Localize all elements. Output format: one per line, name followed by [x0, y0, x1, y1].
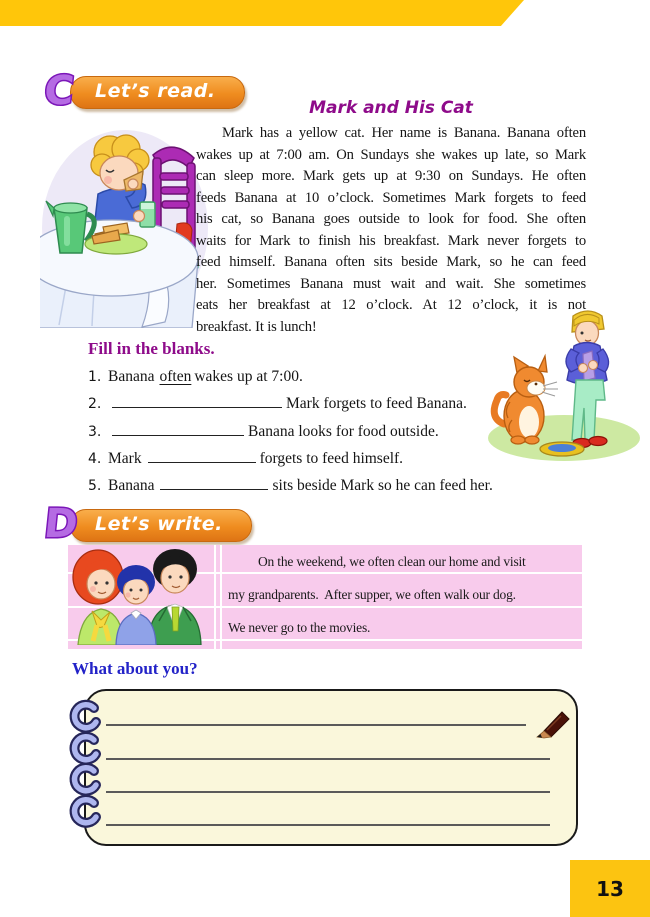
notebook-writing-area: [84, 689, 578, 846]
fill-in-the-blanks-heading: Fill in the blanks.: [88, 339, 215, 358]
spiral-ring-icon: [67, 793, 105, 836]
svg-text:D: D: [44, 501, 80, 547]
fill-item-4: 4. Mark forgets to feed himself.: [88, 445, 578, 472]
writing-line: [106, 724, 526, 726]
item-number: 3.: [88, 423, 102, 440]
mark-eating-breakfast-illustration: [40, 110, 208, 333]
fill-item-3: 3. Banana looks for food outside.: [88, 418, 578, 445]
answer-blank: [160, 475, 268, 490]
passage-line: his cat, so Banana goes outside to look for food. She often: [196, 211, 586, 227]
what-about-you-prompt: What about you?: [72, 659, 198, 678]
family-illustration: [70, 547, 210, 650]
section-letter-d: [44, 499, 84, 552]
top-accent-bar: [0, 0, 524, 26]
passage-line: Mark has a yellow cat. Her name is Banana. Banana often: [222, 125, 586, 141]
lets-read-label: Let’s read.: [70, 76, 245, 109]
example-line: my grandparents. After supper, we often walk our dog.: [228, 587, 516, 602]
example-writing-panel: [68, 545, 582, 649]
passage-line: eats her breakfast at 12 o’clock. At 12 o’clock, it is not: [196, 297, 586, 313]
writing-line: [106, 824, 550, 826]
passage-line: wakes up at 7:00 am. On Sundays she wakes up late, so Mark: [196, 146, 586, 163]
passage-line: breakfast. It is lunch!: [196, 318, 317, 335]
writing-line: [106, 758, 550, 760]
page-number: 13: [570, 860, 650, 917]
writing-line: [106, 791, 550, 793]
lets-write-label: Let’s write.: [70, 509, 252, 542]
fill-item-2: 2. Mark forgets to feed Banana.: [88, 390, 578, 417]
boy-and-cat-illustration: [486, 302, 642, 469]
example-line: We never go to the movies.: [228, 620, 371, 635]
answer-blank: [148, 448, 256, 463]
divider-line: [220, 545, 222, 649]
answer-blank: [112, 393, 282, 408]
divider-line: [214, 545, 216, 649]
fill-item-1: 1. Banana often wakes up at 7:00.: [88, 363, 578, 390]
item-number: 1.: [88, 369, 102, 385]
section-letter-c: [44, 66, 84, 119]
example-line: On the weekend, we often clean our home and visit: [258, 554, 526, 569]
underlined-answer: often: [159, 368, 192, 385]
passage-line: feed himself. Banana often sits beside Mark, so he can feed: [196, 254, 586, 270]
passage-line: can sleep more. Mark gets up at 9:30 on Sundays. He often: [196, 168, 586, 184]
item-number: 2.: [88, 396, 102, 413]
item-number: 5.: [88, 478, 102, 495]
fill-item-5: 5. Banana sits beside Mark so he can feed her.: [88, 472, 578, 499]
passage-line: waits for Mark to finish his breakfast. Mark never forgets to: [196, 232, 586, 249]
pencil-icon: [532, 708, 570, 745]
svg-text:C: C: [44, 68, 77, 114]
passage-line: feeds Banana at 10 o’clock. Sometimes Mark forgets to feed: [196, 189, 586, 206]
answer-blank: [112, 421, 244, 436]
passage-line: her. Sometimes Banana must wait and wait. She sometimes: [196, 275, 586, 292]
item-number: 4.: [88, 450, 102, 467]
reading-title: Mark and His Cat: [309, 98, 473, 118]
